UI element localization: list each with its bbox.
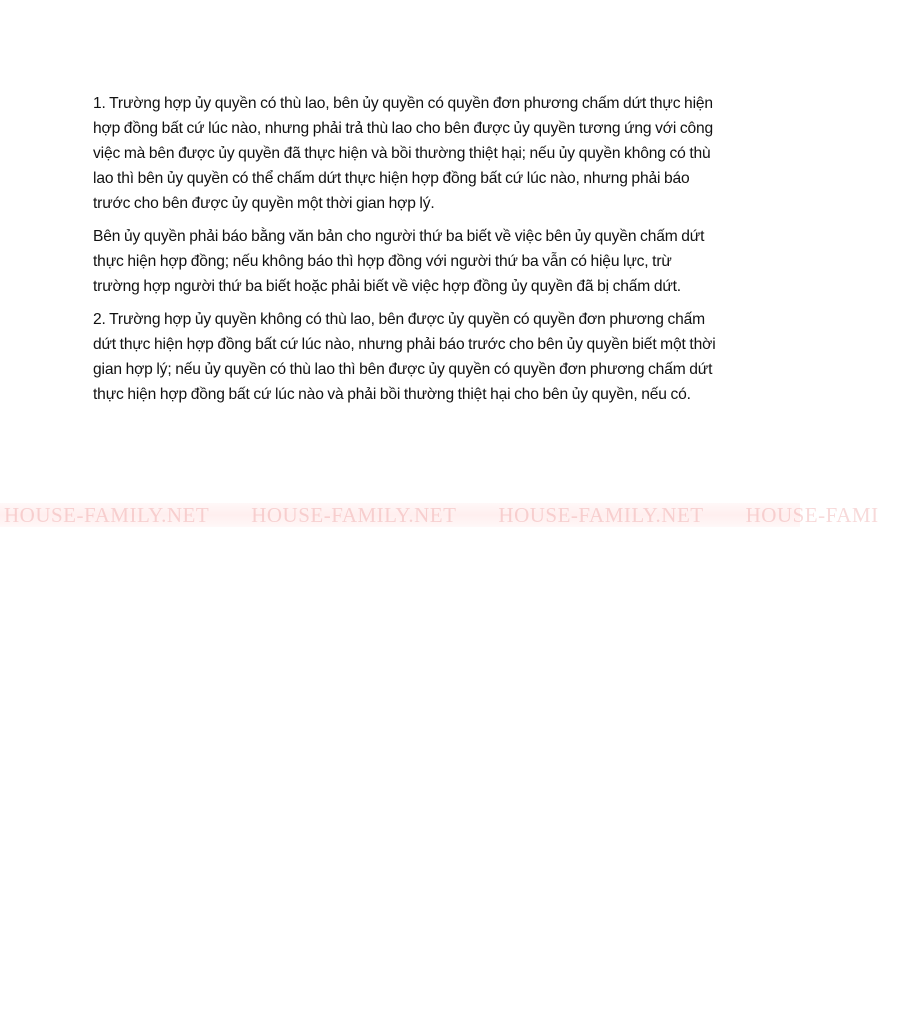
watermark-text: HOUSE-FAMILY.NET: [251, 503, 457, 527]
document-body: [93, 91, 718, 415]
watermark-banner: [0, 503, 879, 527]
watermark-text: HOUSE-FAMILY.NET: [498, 503, 704, 527]
paragraph-1: 1. Trường hợp ủy quyền có thù lao, bên ủy quyền có quyền đơn phương chấm dứt thực hiện hợp đồng bất cứ lúc nào, nhưng phải trả thù lao cho bên được ủy quyền tương ứng với công việc mà bên được ủy quyền đã thực hiện và bồi thường thiệt hại; nếu ủy quyền không có thù lao thì bên ủy quyền có thể chấm dứt thực hiện hợp đồng bất cứ lúc nào, nhưng phải báo trước cho bên được ủy quyền một thời gian hợp lý.: [93, 95, 714, 212]
watermark-text: HOUSE-FAMILY.NET: [4, 503, 210, 527]
watermark-text-partial: HOUSE-FAMI: [745, 503, 879, 527]
paragraph-3: 2. Trường hợp ủy quyền không có thù lao, bên được ủy quyền có quyền đơn phương chấm dứt thực hiện hợp đồng bất cứ lúc nào, nhưng phải báo trước cho bên ủy quyền biết một thời gian hợp lý; nếu ủy quyền có thù lao thì bên được ủy quyền có quyền đơn phương chấm dứt thực hiện hợp đồng bất cứ lúc nào và phải bồi thường thiệt hại cho bên ủy quyền, nếu có.: [93, 311, 716, 403]
paragraph-2: Bên ủy quyền phải báo bằng văn bản cho người thứ ba biết về việc bên ủy quyền chấm dứt thực hiện hợp đồng; nếu không báo thì hợp đồng với người thứ ba vẫn có hiệu lực, trừ trường hợp người thứ ba biết hoặc phải biết về việc hợp đồng ủy quyền đã bị chấm dứt.: [93, 228, 705, 295]
